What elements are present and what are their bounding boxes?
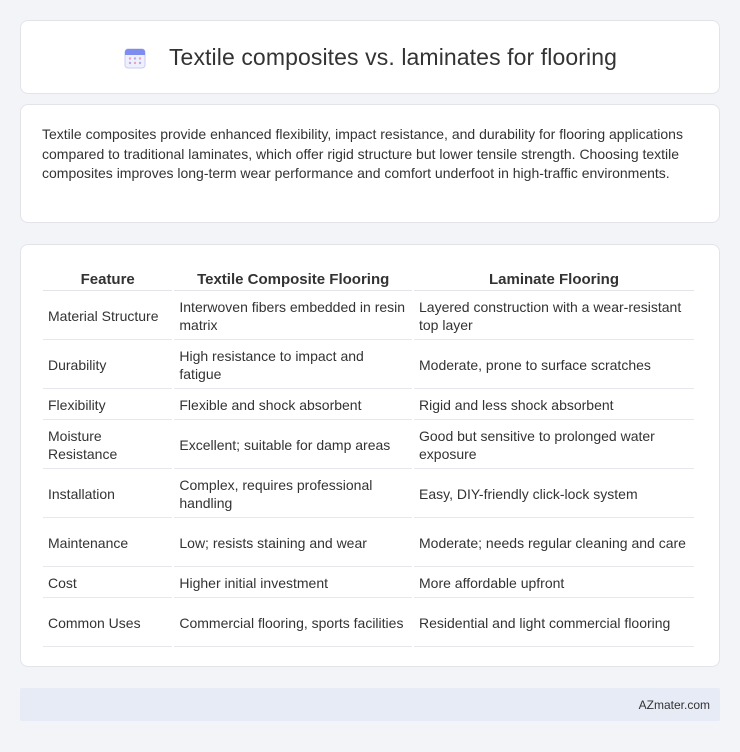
- table-row: [43, 471, 694, 518]
- textile-cell: Higher initial investment: [174, 569, 412, 598]
- laminate-cell: Easy, DIY-friendly click-lock system: [414, 471, 694, 518]
- laminate-cell: Moderate; needs regular cleaning and care: [414, 520, 694, 567]
- feature-cell: Maintenance: [43, 520, 172, 567]
- feature-cell: Material Structure: [43, 293, 172, 340]
- source-attribution: AZmater.com: [638, 697, 710, 712]
- table-header-row: [43, 267, 694, 291]
- calendar-icon: [123, 46, 147, 70]
- textile-cell: Complex, requires professional handling: [174, 471, 412, 518]
- feature-cell: Installation: [43, 471, 172, 518]
- page-title: Textile composites vs. laminates for flooring: [168, 43, 618, 70]
- table-row: [43, 600, 694, 647]
- feature-cell: Moisture Resistance: [43, 422, 172, 469]
- table-row: [43, 391, 694, 420]
- comparison-table-card: [20, 244, 720, 667]
- textile-cell: Low; resists staining and wear: [174, 520, 412, 567]
- summary-card: [20, 104, 720, 223]
- laminate-cell: Layered construction with a wear-resistant top layer: [414, 293, 694, 340]
- table-row: [43, 422, 694, 469]
- table-row: [43, 569, 694, 598]
- laminate-cell: Rigid and less shock absorbent: [414, 391, 694, 420]
- laminate-cell: Good but sensitive to prolonged water exposure: [414, 422, 694, 469]
- comparison-table: [41, 265, 696, 649]
- summary-text: Textile composites provide enhanced flexibility, impact resistance, and durability for flooring applications compared to traditional laminates, which offer rigid structure but lower tensile strength. Choosing textile composites improves long-term wear performance and comfort underfoot in high-traffic environments.: [42, 126, 683, 181]
- textile-cell: Commercial flooring, sports facilities: [174, 600, 412, 647]
- laminate-cell: Residential and light commercial flooring: [414, 600, 694, 647]
- feature-cell: Flexibility: [43, 391, 172, 420]
- feature-cell: Common Uses: [43, 600, 172, 647]
- laminate-cell: Moderate, prone to surface scratches: [414, 342, 694, 389]
- textile-cell: Interwoven fibers embedded in resin matrix: [174, 293, 412, 340]
- laminate-cell: More affordable upfront: [414, 569, 694, 598]
- column-header-feature: Feature: [43, 267, 172, 291]
- textile-cell: Flexible and shock absorbent: [174, 391, 412, 420]
- column-header-laminate: Laminate Flooring: [414, 267, 694, 291]
- title-card: [20, 20, 720, 94]
- column-header-textile: Textile Composite Flooring: [174, 267, 412, 291]
- textile-cell: High resistance to impact and fatigue: [174, 342, 412, 389]
- feature-cell: Cost: [43, 569, 172, 598]
- table-row: [43, 342, 694, 389]
- footer: [20, 688, 720, 721]
- feature-cell: Durability: [43, 342, 172, 389]
- table-row: [43, 293, 694, 340]
- textile-cell: Excellent; suitable for damp areas: [174, 422, 412, 469]
- table-row: [43, 520, 694, 567]
